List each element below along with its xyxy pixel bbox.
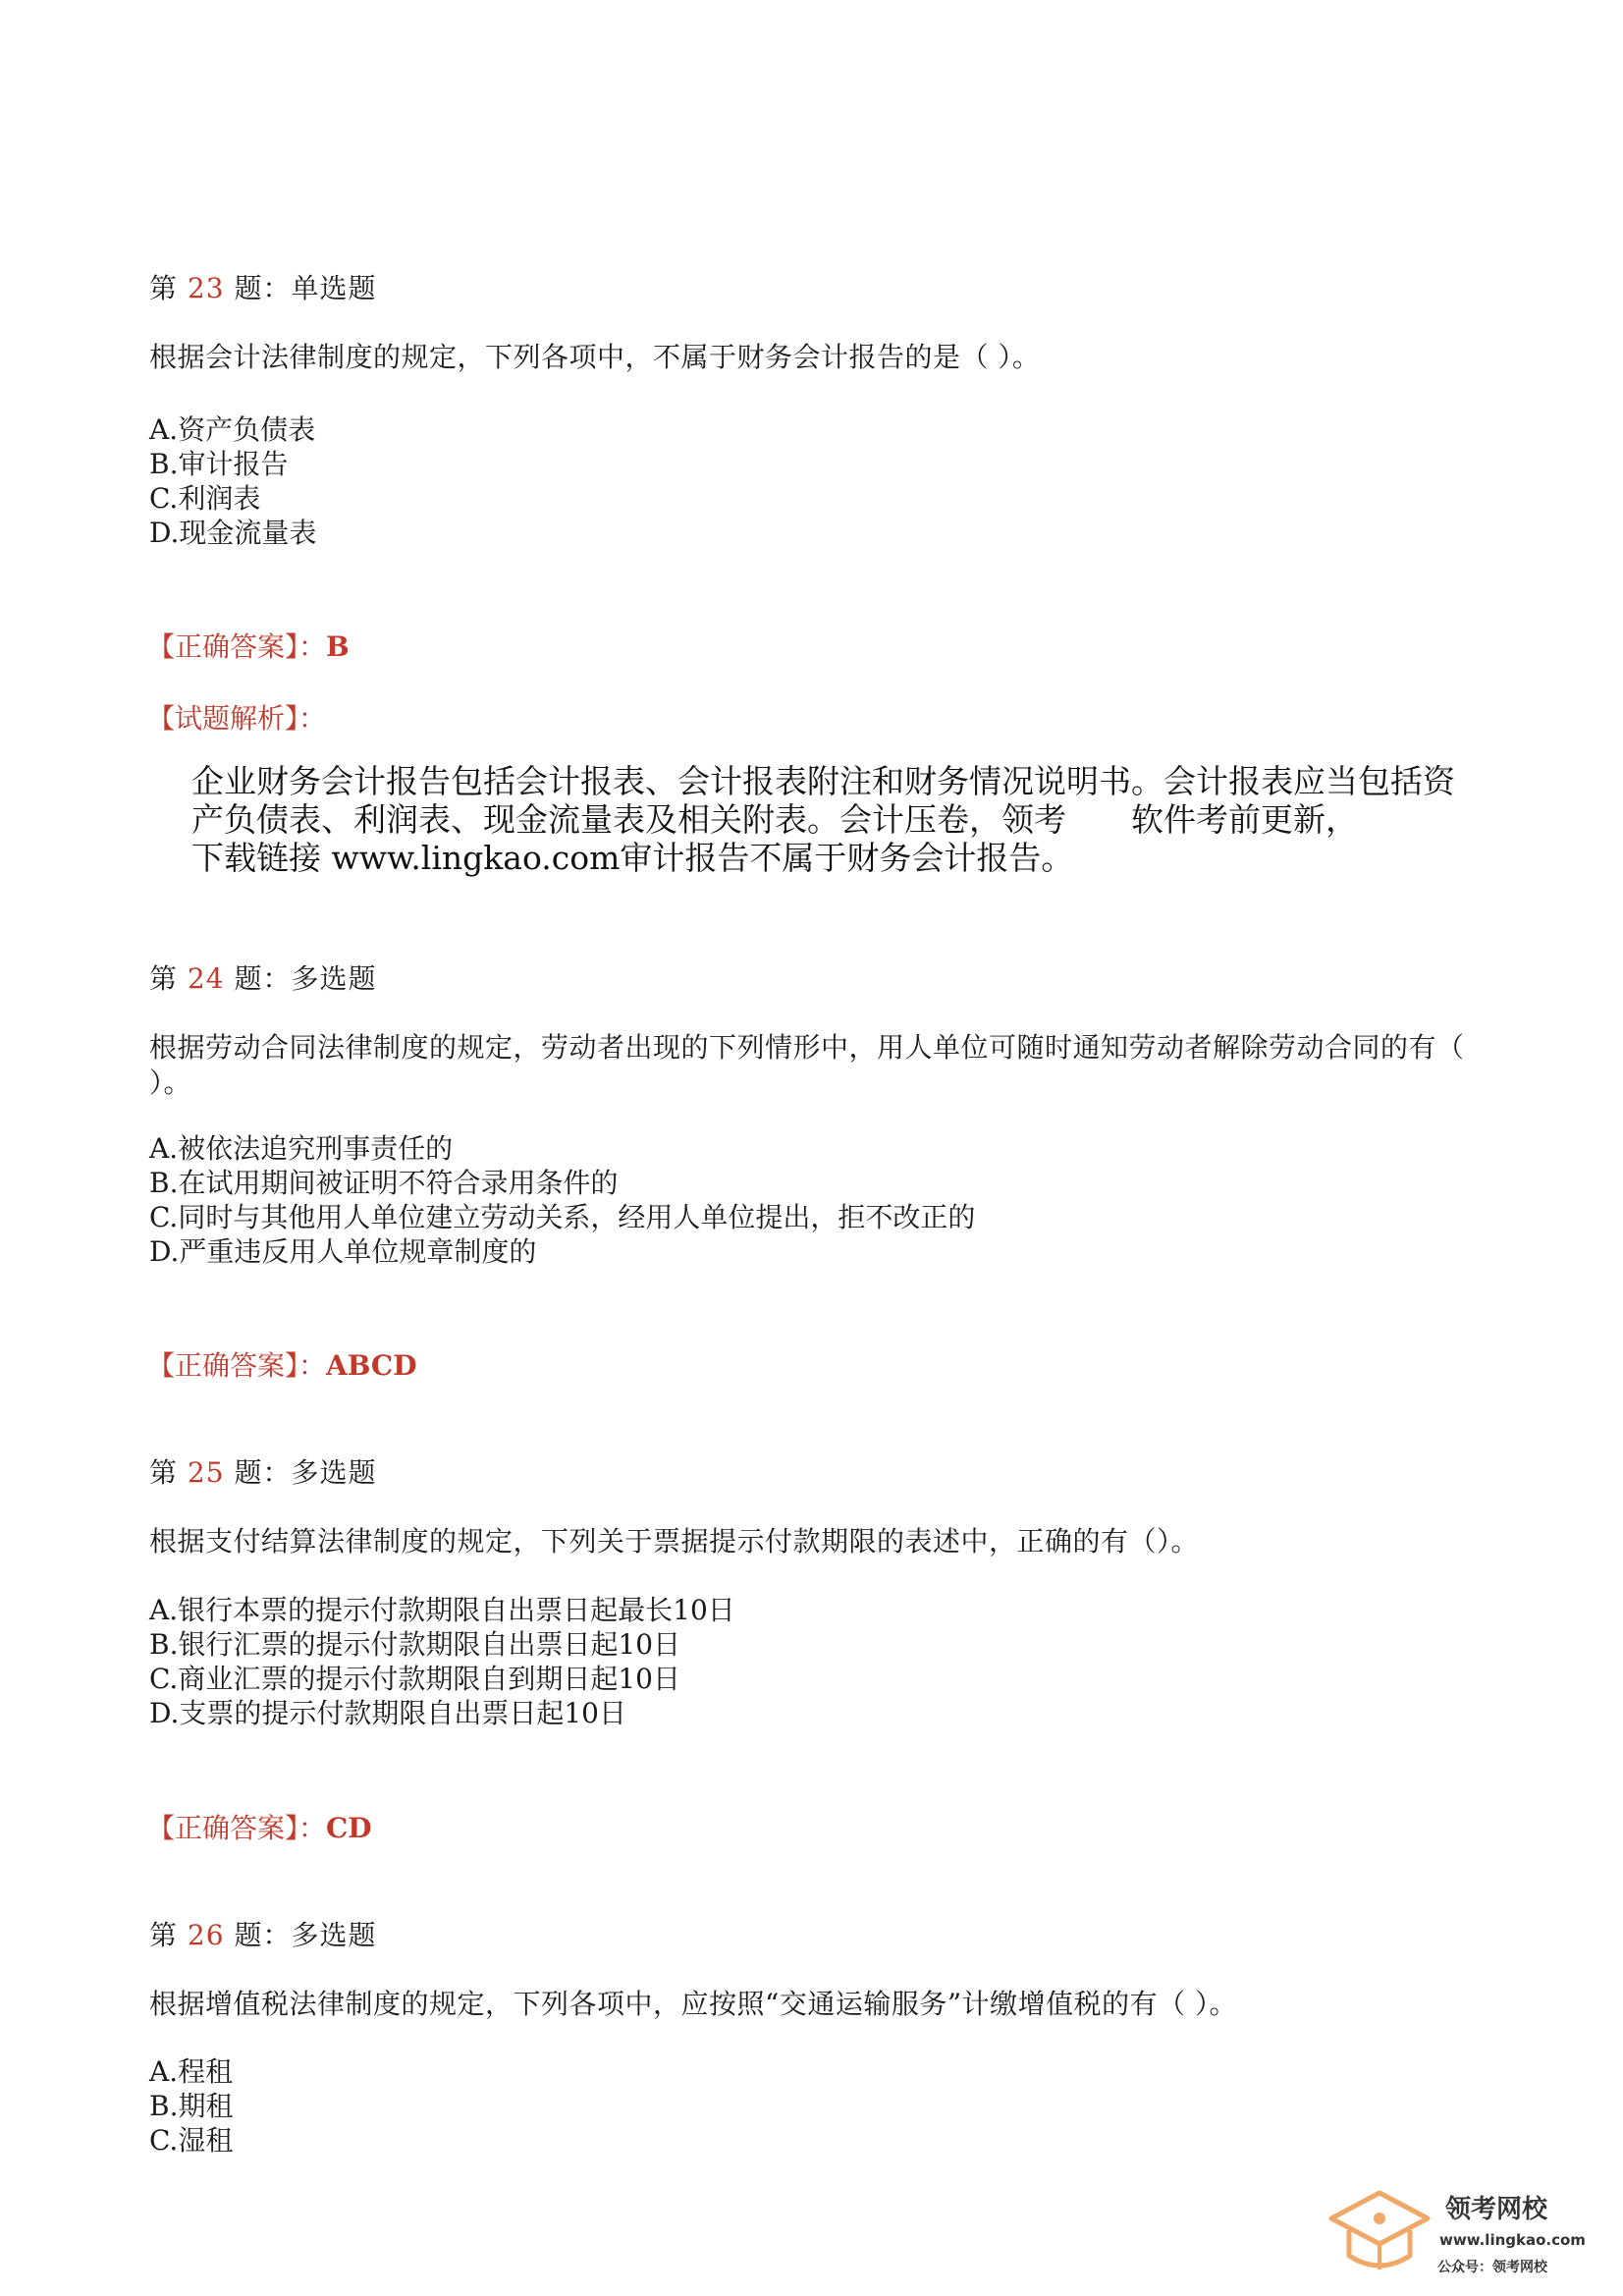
answer-label: 【正确答案】： — [147, 1812, 327, 1844]
option-d: D.支票的提示付款期限自出票日起10日 — [149, 1697, 626, 1729]
question-26-header — [149, 1914, 376, 1953]
option-c: C.湿租 — [149, 2124, 234, 2157]
question-23-answer — [147, 626, 350, 665]
analysis-line: 下载链接 www.lingkao.com审计报告不属于财务会计报告。 — [191, 839, 1074, 877]
option-d: D.现金流量表 — [149, 517, 317, 549]
option-b: B.在试用期间被证明不符合录用条件的 — [149, 1167, 619, 1199]
question-number: 26 — [187, 1919, 225, 1951]
question-24-stem: 根据劳动合同法律制度的规定，劳动者出现的下列情形中，用人单位可随时通知劳动者解除劳动合同的有（ ）。 — [149, 1031, 1465, 1099]
question-26-options — [149, 2054, 233, 2158]
question-23-options — [149, 412, 316, 550]
answer-label: 【正确答案】： — [147, 630, 327, 663]
logo-url: www.lingkao.com — [1439, 2231, 1586, 2249]
analysis-line: 产负债表、利润表、现金流量表及相关附表。会计压卷，领考 软件考前更新， — [191, 800, 1358, 839]
question-prefix: 第 — [149, 962, 179, 995]
question-26-stem: 根据增值税法律制度的规定，下列各项中，应按照“交通运输服务”计缴增值税的有（ ）。 — [149, 1988, 1238, 2020]
logo-name: 领考网校 — [1445, 2195, 1548, 2224]
question-24-header — [149, 957, 376, 997]
answer-value: CD — [326, 1812, 372, 1844]
question-number: 25 — [187, 1456, 225, 1489]
question-number: 24 — [187, 962, 225, 995]
question-23-analysis-label: 【试题解析】： — [147, 702, 327, 735]
option-b: B.审计报告 — [149, 448, 289, 480]
question-24-options — [149, 1131, 975, 1269]
question-23-analysis — [191, 762, 1507, 877]
question-type: 题：多选题 — [234, 1456, 377, 1489]
option-c: C.利润表 — [149, 482, 261, 515]
analysis-line: 企业财务会计报告包括会计报表、会计报表附注和财务情况说明书。会计报表应当包括资 — [191, 762, 1455, 800]
logo-wechat: 公众号：领考网校 — [1437, 2260, 1547, 2275]
option-a: A.被依法追究刑事责任的 — [149, 1132, 454, 1165]
question-type: 题：多选题 — [234, 962, 377, 995]
option-b: B.银行汇票的提示付款期限自出票日起10日 — [149, 1628, 681, 1661]
question-number: 23 — [187, 272, 225, 304]
question-25-answer — [147, 1807, 372, 1846]
option-a: A.银行本票的提示付款期限自出票日起最长10日 — [149, 1594, 735, 1626]
answer-value: B — [326, 630, 350, 663]
question-24-answer — [147, 1344, 417, 1384]
question-prefix: 第 — [149, 272, 179, 304]
graduation-cap-icon — [1325, 2185, 1434, 2283]
question-type: 题：多选题 — [234, 1919, 377, 1951]
option-a: A.程租 — [149, 2055, 234, 2088]
lingkao-logo — [1325, 2185, 1591, 2283]
option-b: B.期租 — [149, 2090, 234, 2122]
option-a: A.资产负债表 — [149, 413, 316, 446]
option-c: C.商业汇票的提示付款期限自到期日起10日 — [149, 1663, 680, 1695]
answer-label: 【正确答案】： — [147, 1349, 327, 1382]
question-23-header — [149, 267, 376, 306]
option-d: D.严重违反用人单位规章制度的 — [149, 1235, 537, 1268]
question-25-stem: 根据支付结算法律制度的规定，下列关于票据提示付款期限的表述中，正确的有（）。 — [149, 1525, 1200, 1558]
question-prefix: 第 — [149, 1456, 179, 1489]
question-25-options — [149, 1593, 735, 1730]
question-23-stem: 根据会计法律制度的规定，下列各项中，不属于财务会计报告的是（ ）。 — [149, 341, 1041, 373]
question-type: 题：单选题 — [234, 272, 377, 304]
answer-value: ABCD — [326, 1349, 417, 1382]
question-prefix: 第 — [149, 1919, 179, 1951]
question-25-header — [149, 1451, 376, 1491]
option-c: C.同时与其他用人单位建立劳动关系，经用人单位提出，拒不改正的 — [149, 1201, 976, 1233]
